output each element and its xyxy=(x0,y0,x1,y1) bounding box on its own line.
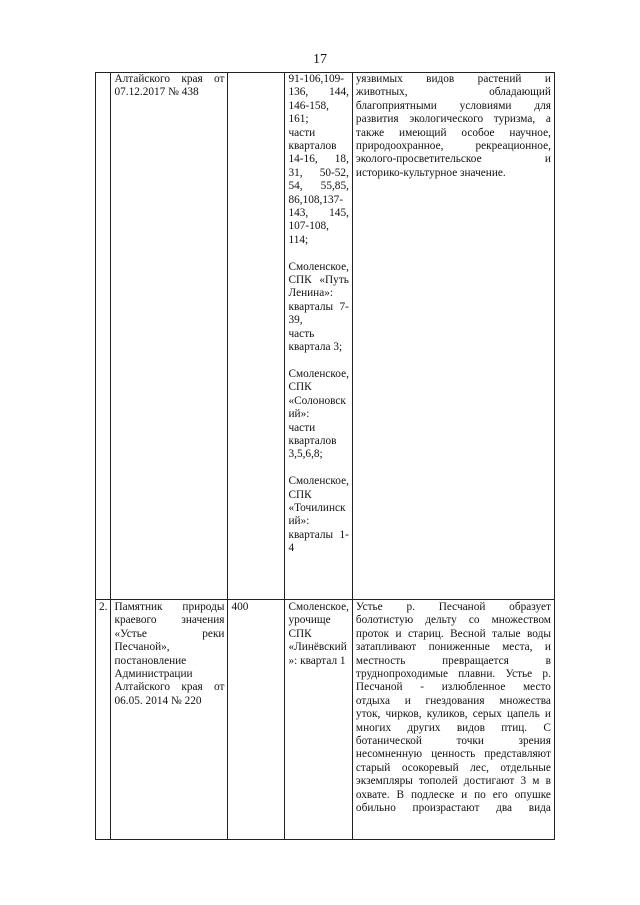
table-row xyxy=(96,600,555,840)
name-line: Песчаной», xyxy=(114,641,170,654)
location-line: СПК xyxy=(288,488,312,501)
description-line: благоприятными условиями для xyxy=(355,99,551,112)
description-line: отдыха и гнездования множества xyxy=(355,694,551,707)
location-line: ий»: xyxy=(288,408,310,421)
location-cell xyxy=(285,600,352,840)
description-line: затапливают пониженные места, и xyxy=(355,641,551,654)
description-line: несомненную ценность представляют xyxy=(355,748,551,761)
row-number-cell: 2. xyxy=(96,600,111,840)
description-line: уток, чирков, куликов, серых цапель и xyxy=(355,708,551,721)
location-line: части xyxy=(288,421,316,434)
location-line: Смоленское, xyxy=(288,601,349,613)
description-line: Песчаной - излюбленное место xyxy=(355,681,551,694)
name-line: «Устье реки xyxy=(114,627,225,640)
name-line: краевого значения xyxy=(114,614,225,627)
monument-name-cell xyxy=(111,600,228,840)
area-cell: 400 xyxy=(228,600,285,840)
location-line: урочище xyxy=(288,614,331,627)
name-line: 07.12.2017 № 438 xyxy=(114,86,199,99)
name-line: 06.05. 2014 № 220 xyxy=(114,694,202,707)
location-line xyxy=(288,247,348,260)
page-number: 17 xyxy=(313,52,327,67)
location-line: кварталов xyxy=(288,434,337,447)
location-line: Смоленское, xyxy=(288,367,349,380)
name-line: Администрации xyxy=(114,668,193,681)
description-line: эколого-просветительское и xyxy=(355,153,551,166)
location-line xyxy=(288,462,348,475)
description-line: болотистую дельту со множеством xyxy=(355,614,551,627)
name-line: Памятник природы xyxy=(114,601,225,613)
description-line: старый осокоревый лес, отдельные xyxy=(355,761,551,774)
location-line: СПК xyxy=(288,627,312,640)
location-line: 161; xyxy=(288,113,309,126)
location-line: 143, 145, xyxy=(288,207,349,220)
location-line: квартала 3; xyxy=(288,341,343,354)
location-line: «Точилинск xyxy=(288,501,346,514)
location-line: 136, 144, xyxy=(288,86,349,99)
description-line: экземпляры тополей достигают 3 м в xyxy=(355,775,551,788)
description-line: природоохранное, рекреационное, xyxy=(355,140,551,153)
row-number-cell xyxy=(96,73,111,600)
location-line: Смоленское, xyxy=(288,475,349,488)
location-line: Смоленское, xyxy=(288,260,349,273)
location-cell xyxy=(285,73,352,600)
description-line: Устье р. Песчаной образует xyxy=(355,601,551,613)
table-row xyxy=(96,73,555,600)
description-line: труднопроходимые плавни. Устье р. xyxy=(355,668,551,681)
location-line: 3,5,6,8; xyxy=(288,448,323,461)
description-line: проток и стариц. Весной талые воды xyxy=(355,627,551,640)
description-line: охвате. В подлеске и по его опушке xyxy=(355,788,551,801)
location-line: 54, 55,85, xyxy=(288,180,349,193)
location-line: части xyxy=(288,126,316,139)
location-line: 107-108, xyxy=(288,220,329,233)
name-line: постановление xyxy=(114,654,187,667)
description-cell xyxy=(352,600,554,840)
location-line: 91-106,109- xyxy=(288,73,345,85)
nature-monuments-table xyxy=(95,72,555,840)
description-line: многих других видов птиц. С xyxy=(355,721,551,734)
location-line: СПК «Путь xyxy=(288,274,349,287)
location-line: 146-158, xyxy=(288,99,329,112)
location-line: СПК xyxy=(288,381,312,394)
description-line: развития экологического туризма, а xyxy=(355,113,551,126)
location-line: 86,108,137- xyxy=(288,193,344,206)
location-line: 39, xyxy=(288,314,303,327)
area-cell xyxy=(228,73,285,600)
description-cell xyxy=(352,73,554,600)
location-line: кварталы 7- xyxy=(288,300,349,313)
location-line xyxy=(288,355,348,368)
location-line: «Солоновск xyxy=(288,394,346,407)
location-line: 14-16, 18, xyxy=(288,153,349,166)
location-line: ий»: xyxy=(288,515,310,528)
location-line: 114; xyxy=(288,233,309,246)
monument-name-cell xyxy=(111,73,228,600)
location-line: 31, 50-52, xyxy=(288,166,349,179)
location-line: 4 xyxy=(288,542,295,555)
location-line: часть xyxy=(288,327,315,340)
name-line: Алтайского края от xyxy=(114,73,225,85)
location-line: Ленина»: xyxy=(288,287,334,300)
description-line: животных, обладающий xyxy=(355,86,551,99)
name-line: Алтайского края от xyxy=(114,681,225,694)
location-line: кварталов xyxy=(288,140,337,153)
location-line: кварталы 1- xyxy=(288,528,349,541)
description-line: уязвимых видов растений и xyxy=(355,73,551,85)
location-line: «Линёвский xyxy=(288,641,347,654)
description-line: также имеющий особое научное, xyxy=(355,126,551,139)
description-line: местность превращается в xyxy=(355,654,551,667)
description-line: историко-культурное значение. xyxy=(355,166,506,179)
description-line: обильно произрастают два вида xyxy=(355,802,551,815)
description-line: ботанической точки зрения xyxy=(355,735,551,748)
location-line: »: квартал 1 xyxy=(288,654,346,667)
